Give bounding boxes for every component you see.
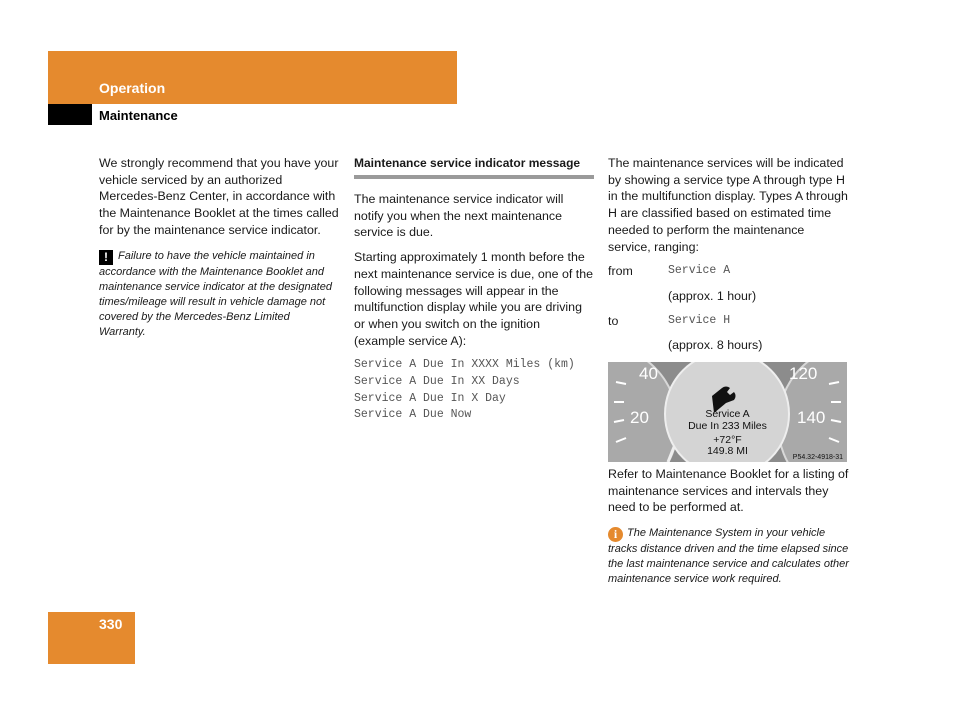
message-item: Service A Due Now [354, 408, 472, 422]
range-from-value: Service A [668, 264, 731, 278]
subsection-title: Maintenance [99, 108, 178, 123]
range-to-label: to [608, 313, 619, 328]
message-list [354, 357, 594, 424]
display-odometer: 149.8 MI [707, 445, 748, 458]
range-to-value: Service H [668, 313, 731, 327]
range-from-time: (approx. 1 hour) [668, 288, 757, 303]
intro-paragraph: We strongly recommend that you have your vehicle serviced by an authorized Mercedes-Benz Center, in accordance with the Maintenance Booklet at the times called for by the maintenance service indicator. [99, 156, 339, 237]
info-note [608, 526, 850, 587]
instrument-cluster-figure [608, 362, 847, 462]
column-heading: Maintenance service indicator message [354, 155, 594, 179]
range-to-time: (approx. 8 hours) [668, 338, 763, 353]
section-title: Operation [99, 80, 166, 96]
display-due-line: Due In 233 Miles [688, 420, 767, 433]
column-3 [608, 155, 850, 587]
warning-text: Failure to have the vehicle maintained in accordance with the Maintenance Booklet and maintenance service indicator at the designated times/mileage will result in vehicle damage not covered by the Mercedes-Benz Limited Warranty. [99, 249, 332, 338]
booklet-paragraph: Refer to Maintenance Booklet for a listing of maintenance services and intervals they need to be performed at. [608, 467, 849, 515]
message-item: Service A Due In XX Days [354, 375, 520, 389]
warning-note [99, 249, 339, 340]
message-item: Service A Due In X Day [354, 391, 506, 405]
gauge-label-120: 120 [789, 364, 818, 384]
indicator-paragraph: The maintenance service indicator will notify you when the next maintenance service is due. [354, 192, 564, 240]
message-item: Service A Due In XXXX Miles (km) [354, 358, 575, 372]
info-icon: i [608, 527, 623, 542]
messages-intro-paragraph: Starting approximately 1 month before the next maintenance service is due, one of the following messages will appear in the multifunction display while you are driving or when you switch on the ignition (example service A): [354, 250, 594, 348]
gauge-label-140: 140 [797, 408, 826, 428]
display-service-line: Service A [705, 408, 750, 421]
range-from-row [608, 263, 850, 280]
info-text: The Maintenance System in your vehicle tracks distance driven and the time elapsed since the last maintenance service and calculates other maintenance service work required. [608, 527, 849, 586]
range-to-row [608, 313, 850, 330]
gauge-label-20: 20 [630, 408, 649, 428]
gauge-label-40: 40 [639, 364, 658, 384]
column-1 [99, 155, 339, 340]
warning-icon: ! [99, 250, 113, 265]
page-number: 330 [99, 616, 123, 632]
display-temperature: +72°F [713, 434, 742, 447]
subsection-marker [48, 104, 92, 125]
figure-code: P54.32-4918-31 [792, 454, 843, 462]
column-2 [354, 155, 594, 424]
header-bar [48, 51, 457, 104]
range-from-label: from [608, 264, 633, 279]
service-types-paragraph: The maintenance services will be indicated by showing a service type A through type H in the multifunction display. Types A through H are classified based on estimated time needed to perform the maintenance service, ranging: [608, 156, 848, 254]
